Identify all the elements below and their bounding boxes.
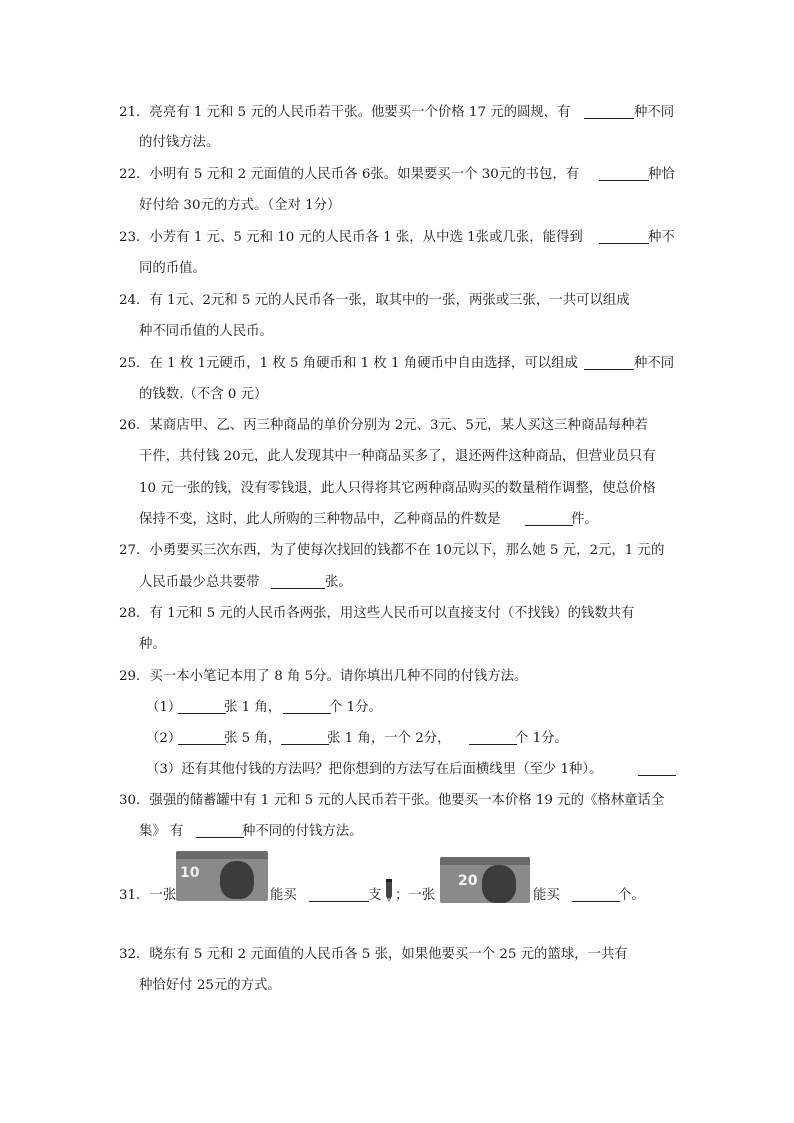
q22-text-tail: 种恰	[648, 167, 675, 182]
q21-text-2: 的付钱方法。	[139, 135, 220, 150]
q25-answer-blank[interactable]	[584, 355, 634, 370]
q24-text-2: 种不同币值的人民币。	[139, 324, 273, 339]
q31-answer-blank-1[interactable]	[309, 887, 369, 902]
pencil-icon	[383, 877, 395, 903]
q29-sub2-blank-b[interactable]	[281, 730, 329, 745]
q25-text-2: 的钱数.（不含 0 元）	[139, 387, 268, 402]
q32-text: 32．晓东有 5 元和 2 元面值的人民币各 5 张，如果他要买一个 25 元的篮球，一共有	[119, 947, 628, 962]
q29-sub1-text-a: 张 1 角，	[224, 700, 282, 715]
q28-text: 28．有 1元和 5 元的人民币各两张，用这些人民币可以直接支付（不找钱）的钱数共有	[119, 606, 635, 621]
q22-answer-blank[interactable]	[599, 166, 649, 181]
q26-text-tail: 件。	[571, 512, 598, 527]
q31-text-f: 个。	[618, 888, 645, 903]
q24-text: 24．有 1元、2元和 5 元的人民币各一张，取其中的一张，两张或三张，一共可以组成	[119, 293, 630, 308]
q26-text-1: 26．某商店甲、乙、丙三种商品的单价分别为 2元、3元、5元，某人买这三种商品每种若	[119, 418, 648, 433]
q31-text-b: 能买	[270, 888, 297, 903]
q23-text-tail: 种不	[648, 230, 675, 245]
q30-answer-blank[interactable]	[196, 823, 244, 838]
q30-text-tail: 种不同的付钱方法。	[242, 824, 363, 839]
q31-answer-blank-2[interactable]	[572, 887, 620, 902]
ten-yuan-note-image	[176, 851, 268, 901]
q27-text-tail: 张。	[325, 575, 352, 590]
q27-text-2: 人民币最少总共要带	[139, 575, 260, 590]
q21-answer-blank[interactable]	[584, 104, 634, 119]
q22-text-2: 好付给 30元的方式。（全对 1分）	[139, 198, 341, 213]
q29-sub1-blank-a[interactable]	[178, 699, 226, 714]
q27-text: 27．小勇要买三次东西，为了使每次找回的钱都不在 10元以下，那么她 5 元，2元，1 元的	[119, 543, 665, 558]
twenty-yuan-denomination: 20	[458, 873, 478, 889]
q23-text-2: 同的币值。	[139, 261, 206, 276]
q30-text: 30．强强的储蓄罐中有 1 元和 5 元的人民币若干张。他要买一本价格 19 元的《格林童话全	[119, 793, 665, 808]
q29-sub1-blank-b[interactable]	[283, 699, 331, 714]
q29-text: 29．买一本小笔记本用了 8 角 5分。请你填出几种不同的付钱方法。	[119, 669, 528, 684]
q29-sub2-blank-c[interactable]	[469, 730, 517, 745]
q25-text-tail: 种不同	[634, 356, 675, 371]
q26-text-3: 10 元一张的钱，没有零钱退，此人只得将其它两种商品购买的数量稍作调整，使总价格	[139, 481, 656, 496]
q29-sub2-label: （2）	[146, 731, 182, 746]
q29-sub2-text-c: 个 1分。	[515, 731, 568, 746]
twenty-yuan-note-image	[440, 857, 530, 903]
q29-sub1-label: （1）	[146, 700, 182, 715]
q25-text: 25．在 1 枚 1元硬币，1 枚 5 角硬币和 1 枚 1 角硬币中自由选择，可以组成	[119, 356, 578, 371]
q28-text-2: 种。	[139, 637, 166, 652]
q30-text-2: 集》 有	[139, 824, 184, 839]
q31-text-c: 支	[368, 888, 382, 903]
q23-text: 23．小芳有 1 元、5 元和 10 元的人民币各 1 张，从中选 1张或几张，能得到	[119, 230, 583, 245]
q32-text-2: 种恰好付 25元的方式。	[139, 978, 281, 993]
q31-text-e: 能买	[533, 888, 560, 903]
q29-sub2-text-a: 张 5 角，	[224, 731, 282, 746]
q26-text-2: 干件，共付钱 20元，此人发现其中一种商品买多了，退还两件这种商品，但营业员只有	[139, 449, 656, 464]
q27-answer-blank[interactable]	[271, 574, 325, 589]
q29-sub2-blank-a[interactable]	[178, 730, 226, 745]
q29-sub1-text-b: 个 1分。	[329, 700, 382, 715]
q29-sub2-text-b: 张 1 角，一个 2分，	[327, 731, 451, 746]
q31-text-a: 31．一张	[119, 888, 177, 903]
q21-text: 21．亮亮有 1 元和 5 元的人民币若干张。他要买一个价格 17 元的圆规，有	[119, 105, 571, 120]
q29-sub3-text: （3）还有其他付钱的方法吗？把你想到的方法写在后面横线里（至少 1种）。	[146, 762, 603, 777]
q22-text: 22．小明有 5 元和 2 元面值的人民币各 6张。如果要买一个 30元的书包，有	[119, 167, 580, 182]
q26-answer-blank[interactable]	[525, 511, 573, 526]
q31-text-d: ；一张	[395, 888, 436, 903]
q29-sub3-blank[interactable]	[638, 761, 676, 776]
q26-text-4: 保持不变，这时，此人所购的三种物品中，乙种商品的件数是	[139, 512, 501, 527]
ten-yuan-denomination: 10	[180, 865, 200, 881]
q21-text-tail: 种不同	[634, 105, 675, 120]
q23-answer-blank[interactable]	[599, 229, 649, 244]
